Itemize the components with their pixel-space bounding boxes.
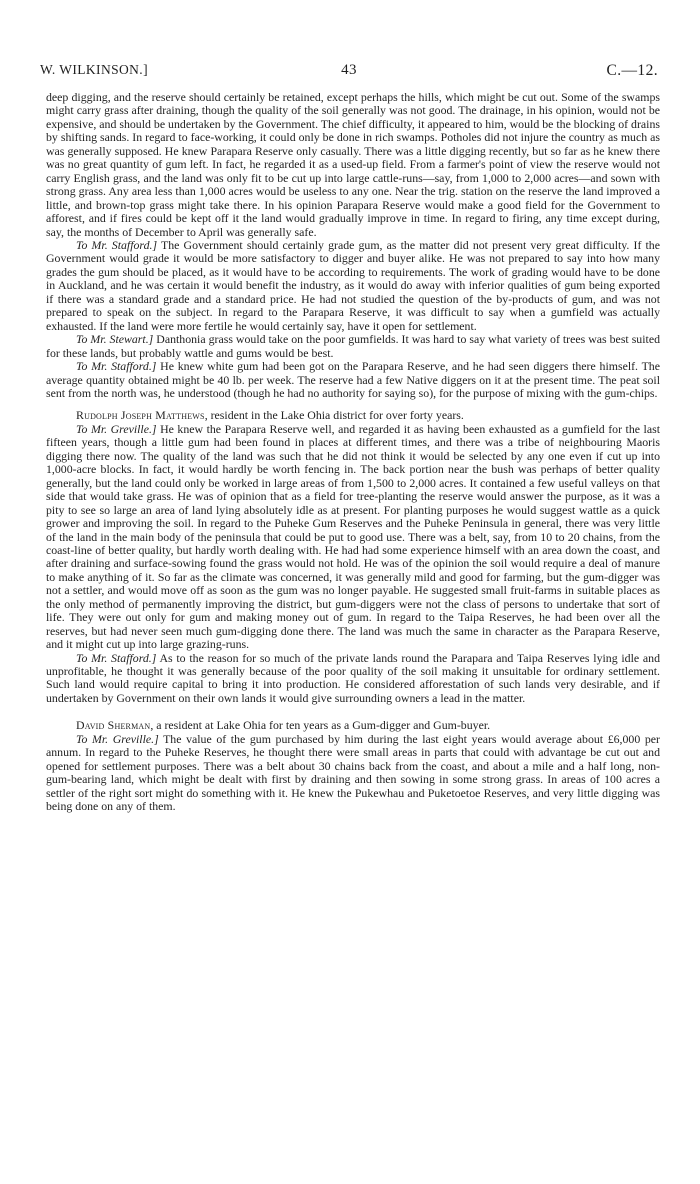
witness-description: , resident in the Lake Ohia district for over forty years. [204, 408, 464, 423]
witness-description: , a resident at Lake Ohia for ten years as a Gum-digger and Gum-buyer. [150, 718, 491, 733]
questioner-label: To Mr. Stafford.] [76, 359, 157, 374]
page-number: 43 [341, 62, 357, 78]
paragraph-continuation: deep digging, and the reserve should certainly be retained, except perhaps the hills, which might be cut out. Some of the swamps might carry grass after draining, though the quality of the soil generally was not good. The drainage, in his opinion, would not be expensive, and should be undertaken by the Government. The chief difficulty, it appeared to him, would be the blocking of drains by shifting sands. In regard to face-working, it could only be done in rich swamps. Potholes did not injure the country as much as was generally supposed. He knew Parapara Reserve only casually. There was a little digging recently, but so far as he knew there was no great quantity of gum left. In fact, he regarded it as a used-up field. From a farmer's point of view the reserve would not carry English grass, and the land was only fit to be cut up into large cattle-runs—say, from 1,000 to 2,000 acres—and sown with strong grass. Any area less than 1,000 acres would be useless to any one. Near the trig. station on the reserve the land improved a little, and brown-top grass might take there. In his opinion Parapara Reserve would make a good field for the Government to afforest, and if fires could be kept off it the land would gradually improve in time. In regard to firing, any time except during, say, the months of December to April was generally safe. [46, 90, 660, 239]
paragraph-stafford-1 [46, 239, 660, 333]
witness-name: David Sherman [76, 718, 151, 733]
questioner-label: To Mr. Stewart.] [76, 332, 154, 347]
witness-name: Rudolph Joseph Matthews [76, 408, 205, 423]
paragraph-stafford-3 [46, 652, 660, 706]
paragraph-greville-1 [46, 423, 660, 652]
paragraph-stafford-2 [46, 360, 660, 400]
questioner-label: To Mr. Greville.] [76, 421, 157, 436]
header-witness-name: W. WILKINSON.] [40, 62, 148, 77]
answer-text: He knew the Parapara Reserve well, and regarded it as having been exhausted as a gumfield for the last fifteen years, though a little gum had been found in places at different times, and there was a tribe of neighbouring Maoris digging there now. The quality of the land was such that he did not think it would be selected by any one even if cut up into 1,000-acre blocks. In fact, it would hardly be worth fencing in. The back portion near the bush was perhaps of better quality generally, but the land could only be worked in large areas of from 1,500 to 2,000 acres. It contained a few useful valleys on that side that would take grass. He was of opinion that as a field for tree-planting the reserve would answer the purpose, as it was a pity to see so large an area of land lying absolutely idle as at present. For planting purposes he would suggest wattle as a quick grower and improving the soil. In regard to the Puheke Gum Reserves and the Puheke Peninsula in general, there was very little of the land in the main body of the peninsula that could be put to good use. There was a belt, say, from 10 to 20 chains, from the coast-line of better quality, but hardly worth dealing with. He had had some experience himself with an area down the coast, and after draining and surface-sowing found the grass would not hold. He was of the opinion the soil would require a deal of manure to make anything of it. So far as the climate was concerned, it was generally mild and good for farming, but the gum-digger was not a settler, and would move off as soon as the gum was no longer payable. He suggested small fruit-farms in suitable places as the only method of permanently improving the district, but gum-diggers were not the class of persons to undertake that sort of life. They were out only for gum and making money out of gum. In regard to the Taipa Reserves, he had been over all the reserves, but had never seen much gum-digging done there. The land was much the same in character as the Parapara Reserve, and it might cut up into large grazing-runs. [46, 421, 660, 652]
body-text [46, 91, 660, 814]
paragraph-stewart [46, 333, 660, 360]
questioner-label: To Mr. Greville.] [76, 731, 159, 746]
witness-intro-sherman [46, 719, 660, 732]
answer-text: The Government should certainly grade gum, as the matter did not present very great difficulty. If the Government would grade it would be more satisfactory to digger and buyer alike. He was not prepared to say into how many grades the gum should be placed, as it would have to be according to requirements. The work of grading would have to be done in Auckland, and he was certain it would benefit the industry, as it would do away with inferior qualities of gum being exported if there was a standard grade and a standard price. He had not studied the question of the by-products of gum, and was not prepared to speak on the subject. In regard to the Parapara Reserve, it was difficult to say when a gumfield was actually exhausted. If the land were more fertile he would certainly say, have it open for settlement. [46, 237, 660, 333]
witness-intro-matthews [46, 409, 660, 422]
answer-text: The value of the gum purchased by him during the last eight years would average about £6,000 per annum. In regard to the Puheke Reserves, he thought there were small areas in parts that could with advantage be cut out and opened for settlement purposes. There was a belt about 30 chains back from the coast, and about a mile and a half long, non-gum-bearing land, which might be dealt with first by draining and then sowing in some strong grass. In areas of 100 acres a settler of the right sort might do something with it. He knew the Pukewhau and Puketoetoe Reserves, and very little digging was being done on any of them. [46, 731, 660, 814]
answer-text: He knew white gum had been got on the Parapara Reserve, and he had seen diggers there himself. The average quantity obtained might be 40 lb. per week. The reserve had a few Native diggers on it at the present time. The peat soil sent from the north was, he understood (though he had no authority for saying so), for the purpose of mixing with the gum-chips. [46, 359, 660, 400]
answer-text: Danthonia grass would take on the poor gumfields. It was hard to say what variety of trees was best suited for these lands, but probably wattle and gums would be best. [46, 332, 660, 360]
paragraph-greville-2 [46, 733, 660, 814]
answer-text: As to the reason for so much of the private lands round the Parapara and Taipa Reserves lying idle and unprofitable, he thought it was generally because of the poor quality of the soil making it unsuitable for ordinary settlement. Such land would require capital to bring it into production. He considered afforestation of such lands very desirable, and if undertaken by Government on their own lands it would give surrounding owners a lead in the matter. [46, 650, 660, 705]
questioner-label: To Mr. Stafford.] [76, 237, 158, 252]
questioner-label: To Mr. Stafford.] [76, 650, 157, 665]
document-reference: C.—12. [606, 62, 658, 79]
page-header [40, 62, 658, 80]
